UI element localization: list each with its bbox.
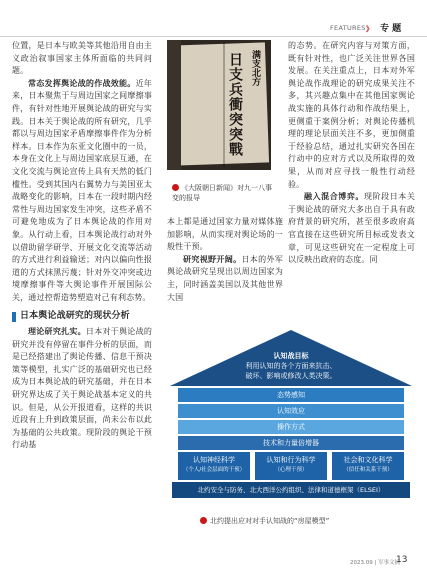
caption-bullet-icon bbox=[200, 517, 207, 524]
issue-label: 2023.09 | 军事文摘 bbox=[350, 560, 401, 566]
section-label: FEATURES bbox=[330, 24, 366, 32]
left-column bbox=[12, 40, 152, 452]
pillar-1-sub: （个人/社会层面的干预） bbox=[182, 467, 246, 473]
pillar-3-title: 社会和文化科学 bbox=[343, 456, 393, 464]
left-para3-heading: 理论研究扎实。 bbox=[28, 327, 86, 337]
apex-line-1: 认知战目标 bbox=[273, 352, 309, 360]
section-heading-text: 日本舆论战研究的现状分析 bbox=[20, 311, 130, 322]
pillar-2-sub: （心理干预） bbox=[274, 467, 308, 473]
right-paragraph-1: 的态势。在研究内容与对策方面，既有针对性，也广泛关注世界各国发展。在关注重点上，日本对外军舆论战作战理论的研究成果关注不多，其兴趣点集中在其他国家舆论战实施的具体行动和作战结果上，更侧重于案例分析；对舆论传播机理的理论层面关注不多，更加侧重于经验总结，通过扎实研究各国在行动中的应对方式以及所取得的效果，从而对应寻找一般性行动经验。 bbox=[288, 41, 415, 189]
level-label-3: 操作方式 bbox=[277, 423, 305, 431]
right-column bbox=[288, 40, 415, 267]
pillar-3-sub: （信任和关系干预） bbox=[343, 467, 393, 473]
left-para2-body: 近年来，日本聚焦于与周边国家之间摩擦事件，有针对性地开展舆论战的研究与实践。日本关于舆论战的所有研究，几乎都以与周边国家矛盾摩擦事件作为分析样本。日本作为东亚文化圈中的一员，本身在文化上与周边国家底层互通，在文化交流与舆论宣传上具有天然的低门槛性。受到其国内右翼势力与美国亚太战略变化的影响，日本在一段时期内经常性与周边国家发生冲突，这些矛盾不可避免地成为了日本舆论战的作用对象。从行动上看，日本舆论战行动对外以借助留学研学、开展文化交流等活动的方式进行利益输送；对内以偏向性报道的方式抹黑污蔑；针对外交冲突或边境摩擦事件等大舆论事件开展国际公关，通过控帮造势塑造对己有利态势。 bbox=[12, 78, 152, 302]
header-rule bbox=[0, 36, 427, 37]
topic-label: 专 题 bbox=[380, 24, 402, 34]
apex-line-2: 利用认知的各个方面来抗击、 bbox=[245, 362, 337, 370]
photo-caption-text: 《大阪朝日新闻》对九一八事变的报导 bbox=[172, 184, 272, 202]
photo-edge-strip bbox=[167, 40, 181, 170]
mid-para2-body: 日本的外军舆论战研究呈现出以周边国家为主，同时涵盖美国以及其他世界大国 bbox=[167, 254, 283, 302]
left-para3-body: 日本对于舆论战的研究并没有停留在事件分析的层面，而是已经搭建出了舆论传播、信息干预决策等模型，扎实广泛的基础研究也已经成为日本舆论战的研究基础，并在日本研究界达成了关于舆论战基本定义的共识。但是，从公开报道看，这样的共识近段有上升到政策层面，尚未公布以此为基础的公共政策。现阶段的舆论干预行动基 bbox=[12, 327, 152, 450]
left-paragraph-1: 位置，是日本与欧美等其他沿用自由主义政治叙事国家主体所面临的共同问题。 bbox=[12, 41, 152, 76]
apex-line-3: 破坏、影响或修改人类决策。 bbox=[245, 372, 337, 380]
right-para2-body: 现阶段日本关于舆论战的研究大多出自于具有政府背景的研究所，甚至很多政府高官直接在这些研究所目标或发表文章，可见这些研究在一定程度上可以反映出政府的态度。同 bbox=[288, 192, 415, 265]
left-para2-heading: 常态发挥舆论战的作战效能。 bbox=[28, 78, 136, 88]
mid-paragraph-2 bbox=[167, 254, 283, 304]
caption-bullet-icon bbox=[172, 184, 179, 191]
pillar-2-title: 认知和行为科学 bbox=[266, 456, 316, 464]
section-heading bbox=[12, 310, 152, 323]
level-label-4: 技术和力量倍增器 bbox=[263, 439, 319, 447]
mid-para2-heading: 研究视野开阔。 bbox=[183, 254, 242, 264]
photo-caption bbox=[172, 183, 278, 203]
middle-column bbox=[167, 216, 283, 304]
house-model-diagram bbox=[168, 330, 414, 510]
base-label: 北约安全与防务、北大西洋公约组织、法律和道德框架（ELSEI） bbox=[197, 486, 385, 494]
right-paragraph-2 bbox=[288, 191, 415, 267]
level-label-2: 认知效应 bbox=[277, 407, 305, 415]
newspaper-headline: 日支兵衝突突戰 bbox=[227, 52, 243, 157]
left-paragraph-3 bbox=[12, 326, 152, 452]
diagram-caption bbox=[200, 516, 329, 526]
newspaper-photo bbox=[167, 40, 271, 170]
level-label-1: 态势感知 bbox=[277, 391, 305, 399]
mid-paragraph-1: 本上都是通过国家力量对媒体施加影响，从而实现对舆论场的一般性干预。 bbox=[167, 217, 283, 252]
right-para2-heading: 融入混合博弈。 bbox=[304, 192, 364, 202]
left-paragraph-2 bbox=[12, 78, 152, 305]
chevron-icon: 》 bbox=[366, 25, 373, 33]
newspaper-subhead: 满支北方 bbox=[250, 50, 260, 86]
page-number: 13 bbox=[396, 555, 408, 565]
pillar-1-title: 认知神经科学 bbox=[193, 456, 235, 464]
diagram-caption-text: 北约提出应对对手认知战的“房屋模型” bbox=[210, 517, 330, 525]
heading-marker-icon bbox=[12, 312, 16, 322]
